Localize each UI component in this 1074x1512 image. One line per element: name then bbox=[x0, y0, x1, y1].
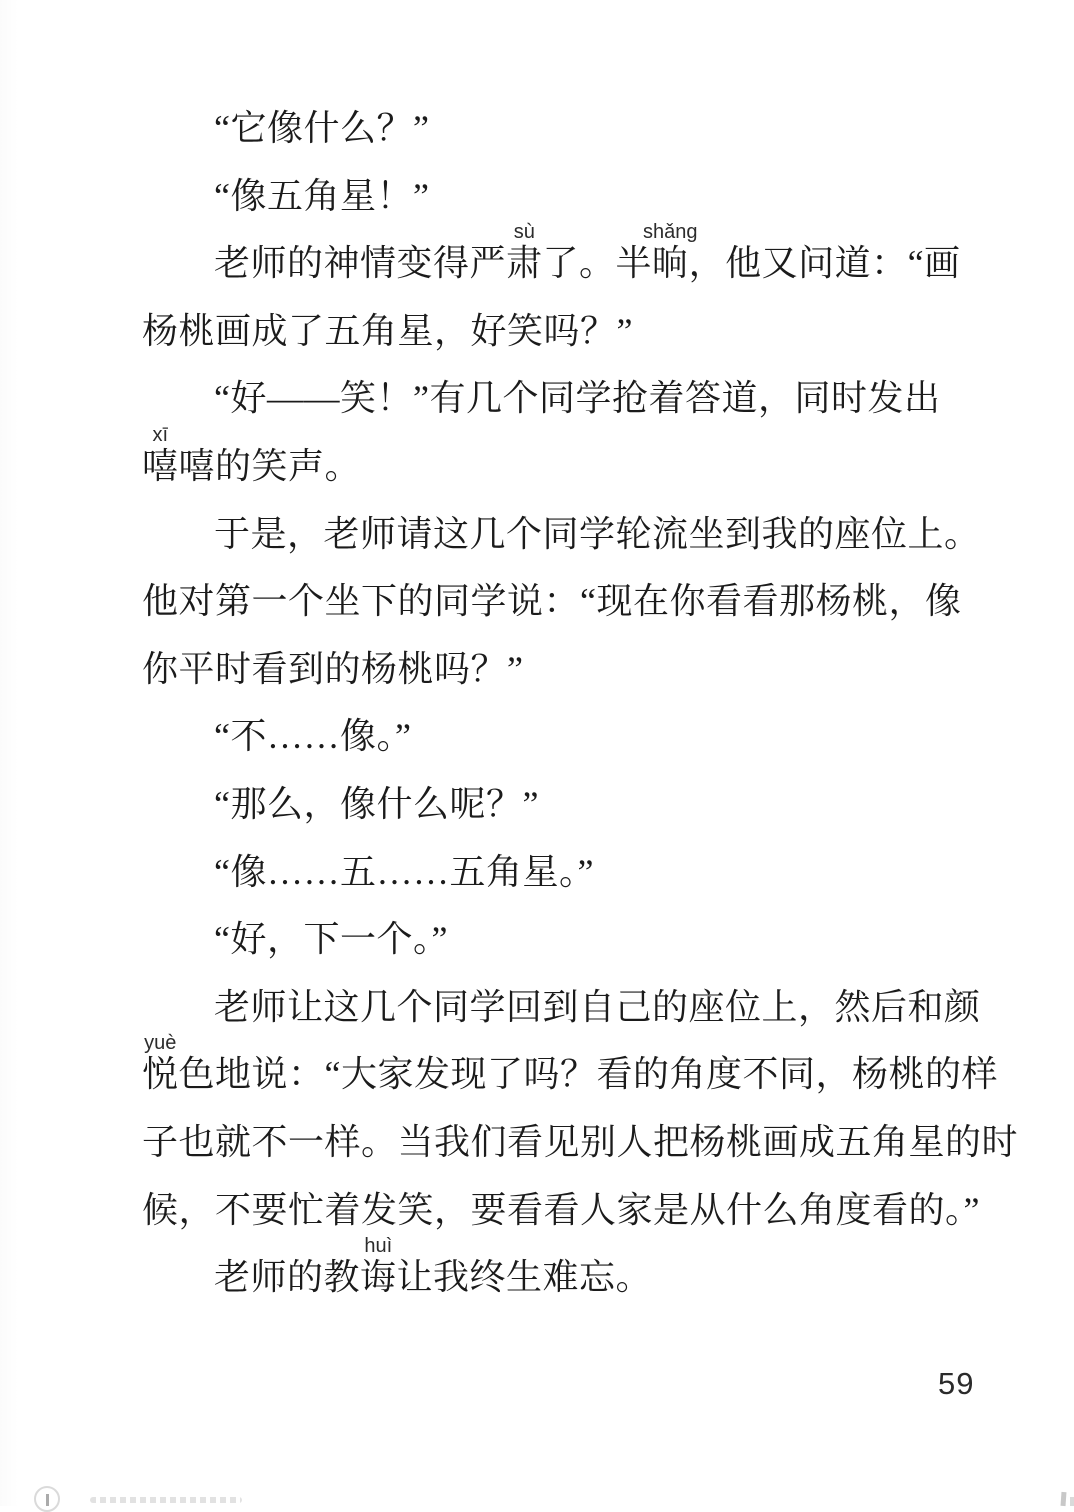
text-segment: ，他又问道：“画 bbox=[688, 243, 961, 284]
pinyin-annotation: sù bbox=[513, 221, 535, 244]
text-segment: 色地说：“大家发现了吗？看的角度不同，杨桃的样 bbox=[178, 1054, 998, 1095]
text-segment: 他对第一个坐下的同学说：“现在你看看那杨桃，像 bbox=[142, 581, 962, 622]
base-character: 嘻 bbox=[142, 445, 179, 486]
text-line bbox=[142, 95, 972, 163]
pinyin-annotated-char bbox=[142, 1032, 179, 1095]
text-line bbox=[142, 568, 972, 636]
text-line bbox=[142, 839, 972, 907]
text-segment: “像……五……五角星。” bbox=[214, 851, 594, 892]
text-segment: 你平时看到的杨桃吗？” bbox=[142, 648, 524, 689]
pinyin-annotation: shǎng bbox=[643, 221, 698, 244]
pinyin-annotated-char bbox=[360, 1235, 397, 1298]
text-line bbox=[142, 1235, 972, 1312]
text-line bbox=[142, 365, 972, 433]
text-line bbox=[142, 703, 972, 771]
text-line bbox=[142, 163, 972, 231]
base-character: 悦 bbox=[142, 1054, 179, 1095]
text-segment: 让我终生难忘。 bbox=[396, 1257, 653, 1298]
watermark-illegible-text bbox=[90, 1497, 242, 1503]
pinyin-annotation: huì bbox=[364, 1235, 393, 1258]
text-line bbox=[142, 1032, 998, 1109]
text-segment: 老师的神情变得严 bbox=[214, 243, 507, 284]
text-segment: 了。半 bbox=[542, 243, 653, 284]
text-segment: “不……像。” bbox=[214, 716, 412, 757]
text-line bbox=[142, 221, 972, 298]
scan-artifact bbox=[1050, 1486, 1074, 1506]
text-segment: 嘻的笑声。 bbox=[178, 445, 362, 486]
base-character: 诲 bbox=[360, 1257, 397, 1298]
text-segment: 候，不要忙着发笑，要看看人家是从什么角度看的。” bbox=[142, 1189, 980, 1230]
text-line bbox=[142, 423, 972, 501]
text-line bbox=[142, 1177, 980, 1245]
text-segment: “好，下一个。” bbox=[214, 919, 448, 960]
text-line bbox=[142, 298, 972, 366]
pinyin-annotated-char bbox=[506, 221, 543, 284]
text-segment: 于是，老师请这几个同学轮流坐到我的座位上。 bbox=[214, 513, 981, 554]
text-line bbox=[142, 771, 972, 839]
story-text bbox=[142, 95, 1019, 1312]
pinyin-annotation: yuè bbox=[144, 1032, 177, 1055]
pinyin-annotation: xī bbox=[152, 423, 169, 446]
text-line bbox=[142, 636, 972, 704]
text-segment: “那么，像什么呢？” bbox=[214, 783, 539, 824]
text-line bbox=[142, 974, 981, 1042]
text-line bbox=[142, 501, 981, 569]
text-segment: 子也就不一样。当我们看见别人把杨桃画成五角星的时 bbox=[142, 1121, 1019, 1162]
scan-artifact-mark bbox=[1070, 1497, 1074, 1506]
text-segment: 杨桃画成了五角星，好笑吗？” bbox=[142, 310, 633, 351]
base-character: 肃 bbox=[506, 243, 543, 284]
pinyin-annotated-char bbox=[142, 423, 179, 486]
text-segment: “它像什么？” bbox=[214, 108, 430, 148]
text-line bbox=[142, 906, 972, 974]
text-segment: “好——笑！”有几个同学抢着答道，同时发出 bbox=[214, 378, 941, 419]
text-segment: 老师的教 bbox=[214, 1257, 361, 1298]
pinyin-annotated-char bbox=[643, 221, 698, 284]
scan-artifact-mark bbox=[1061, 1492, 1067, 1506]
text-segment: 老师让这几个同学回到自己的座位上，然后和颜 bbox=[214, 986, 981, 1027]
base-character: 晌 bbox=[652, 243, 689, 284]
watermark-logo-icon bbox=[34, 1486, 60, 1512]
text-line bbox=[142, 1109, 1019, 1177]
page-number: 59 bbox=[938, 1366, 975, 1401]
text-segment: “像五角星！” bbox=[214, 175, 430, 216]
